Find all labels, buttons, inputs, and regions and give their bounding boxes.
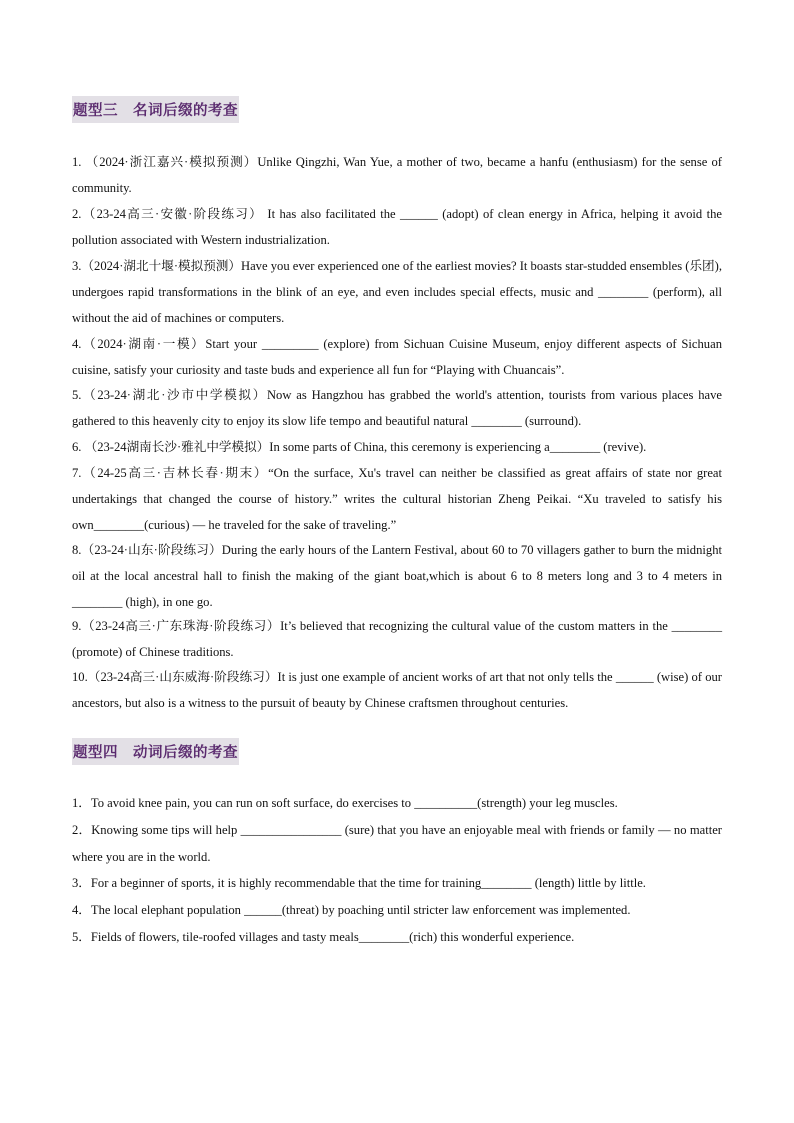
question-item: 2.（23-24高三·安徽·阶段练习） It has also facilitated the ______ (adopt) of clean energy in Africa, helping it avoid the pollution associated with Western industrialization. [72,207,722,247]
question-item: 1．To avoid knee pain, you can run on soft surface, do exercises to __________(strength) your leg muscles. [72,796,618,810]
question-item: 10.（23-24高三·山东威海·阶段练习）It is just one example of ancient works of art that not only tells the ______ (wise) of our ancestors, but also is a witness to the pursuit of beauty by Chinese craftsmen throughout centuries. [72,670,722,710]
question-item: 4.（2024·湖南·一模）Start your _________ (explore) from Sichuan Cuisine Museum, enjoy different aspects of Sichuan cuisine, satisfy your curiosity and taste buds and experience all fun for “Playing with Chuancais”. [72,337,722,377]
question-item: 1. （2024·浙江嘉兴·模拟预测）Unlike Qingzhi, Wan Yue, a mother of two, became a hanfu (enthusiasm) for the sense of community. [72,155,722,195]
question-item: 8.（23-24·山东·阶段练习）During the early hours of the Lantern Festival, about 60 to 70 villagers gather to burn the midnight oil at the local ancestral hall to finish the making of the giant boat,which is about 6 to 8 meters long and 3 to 4 meters in ________ (high), in one go. [72,543,722,609]
section-title-verb-suffix: 题型四 动词后缀的考查 [72,738,239,765]
question-item: 7.（24-25高三·吉林长春·期末）“On the surface, Xu's travel can neither be classified as great affairs of state nor great undertakings that changed the course of history.” writes the cultural historian Zheng Peikai. “Xu traveled to satisfy his own________(curious) — he traveled for the sake of traveling.” [72,466,722,532]
question-item: 3.（2024·湖北十堰·模拟预测）Have you ever experienced one of the earliest movies? It boasts star-studded ensembles (乐团), undergoes rapid transformations in the blink of an eye, and even includes special effects, music and ________ (perform), all without the aid of machines or computers. [72,259,722,325]
question-item: 5.（23-24·湖北·沙市中学模拟）Now as Hangzhou has grabbed the world's attention, tourists from various places have gathered to this heavenly city to enjoy its slow life tempo and beautiful natural ________ (surround). [72,388,722,428]
question-item: 5．Fields of flowers, tile-roofed villages and tasty meals________(rich) this wonderful experience. [72,930,575,944]
section-title-noun-suffix: 题型三 名词后缀的考查 [72,96,239,123]
question-item: 6. （23-24湖南长沙·雅礼中学模拟）In some parts of China, this ceremony is experiencing a________ (revive). [72,440,647,454]
question-item: 2．Knowing some tips will help ________________ (sure) that you have an enjoyable meal with friends or family — no matter where you are in the world. [72,823,722,864]
question-item: 9.（23-24高三·广东珠海·阶段练习）It’s believed that recognizing the cultural value of the custom matters in the ________ (promote) of Chinese traditions. [72,619,722,659]
question-item: 4．The local elephant population ______(threat) by poaching until stricter law enforcement was implemented. [72,903,631,917]
question-item: 3．For a beginner of sports, it is highly recommendable that the time for training________ (length) little by little. [72,876,646,890]
